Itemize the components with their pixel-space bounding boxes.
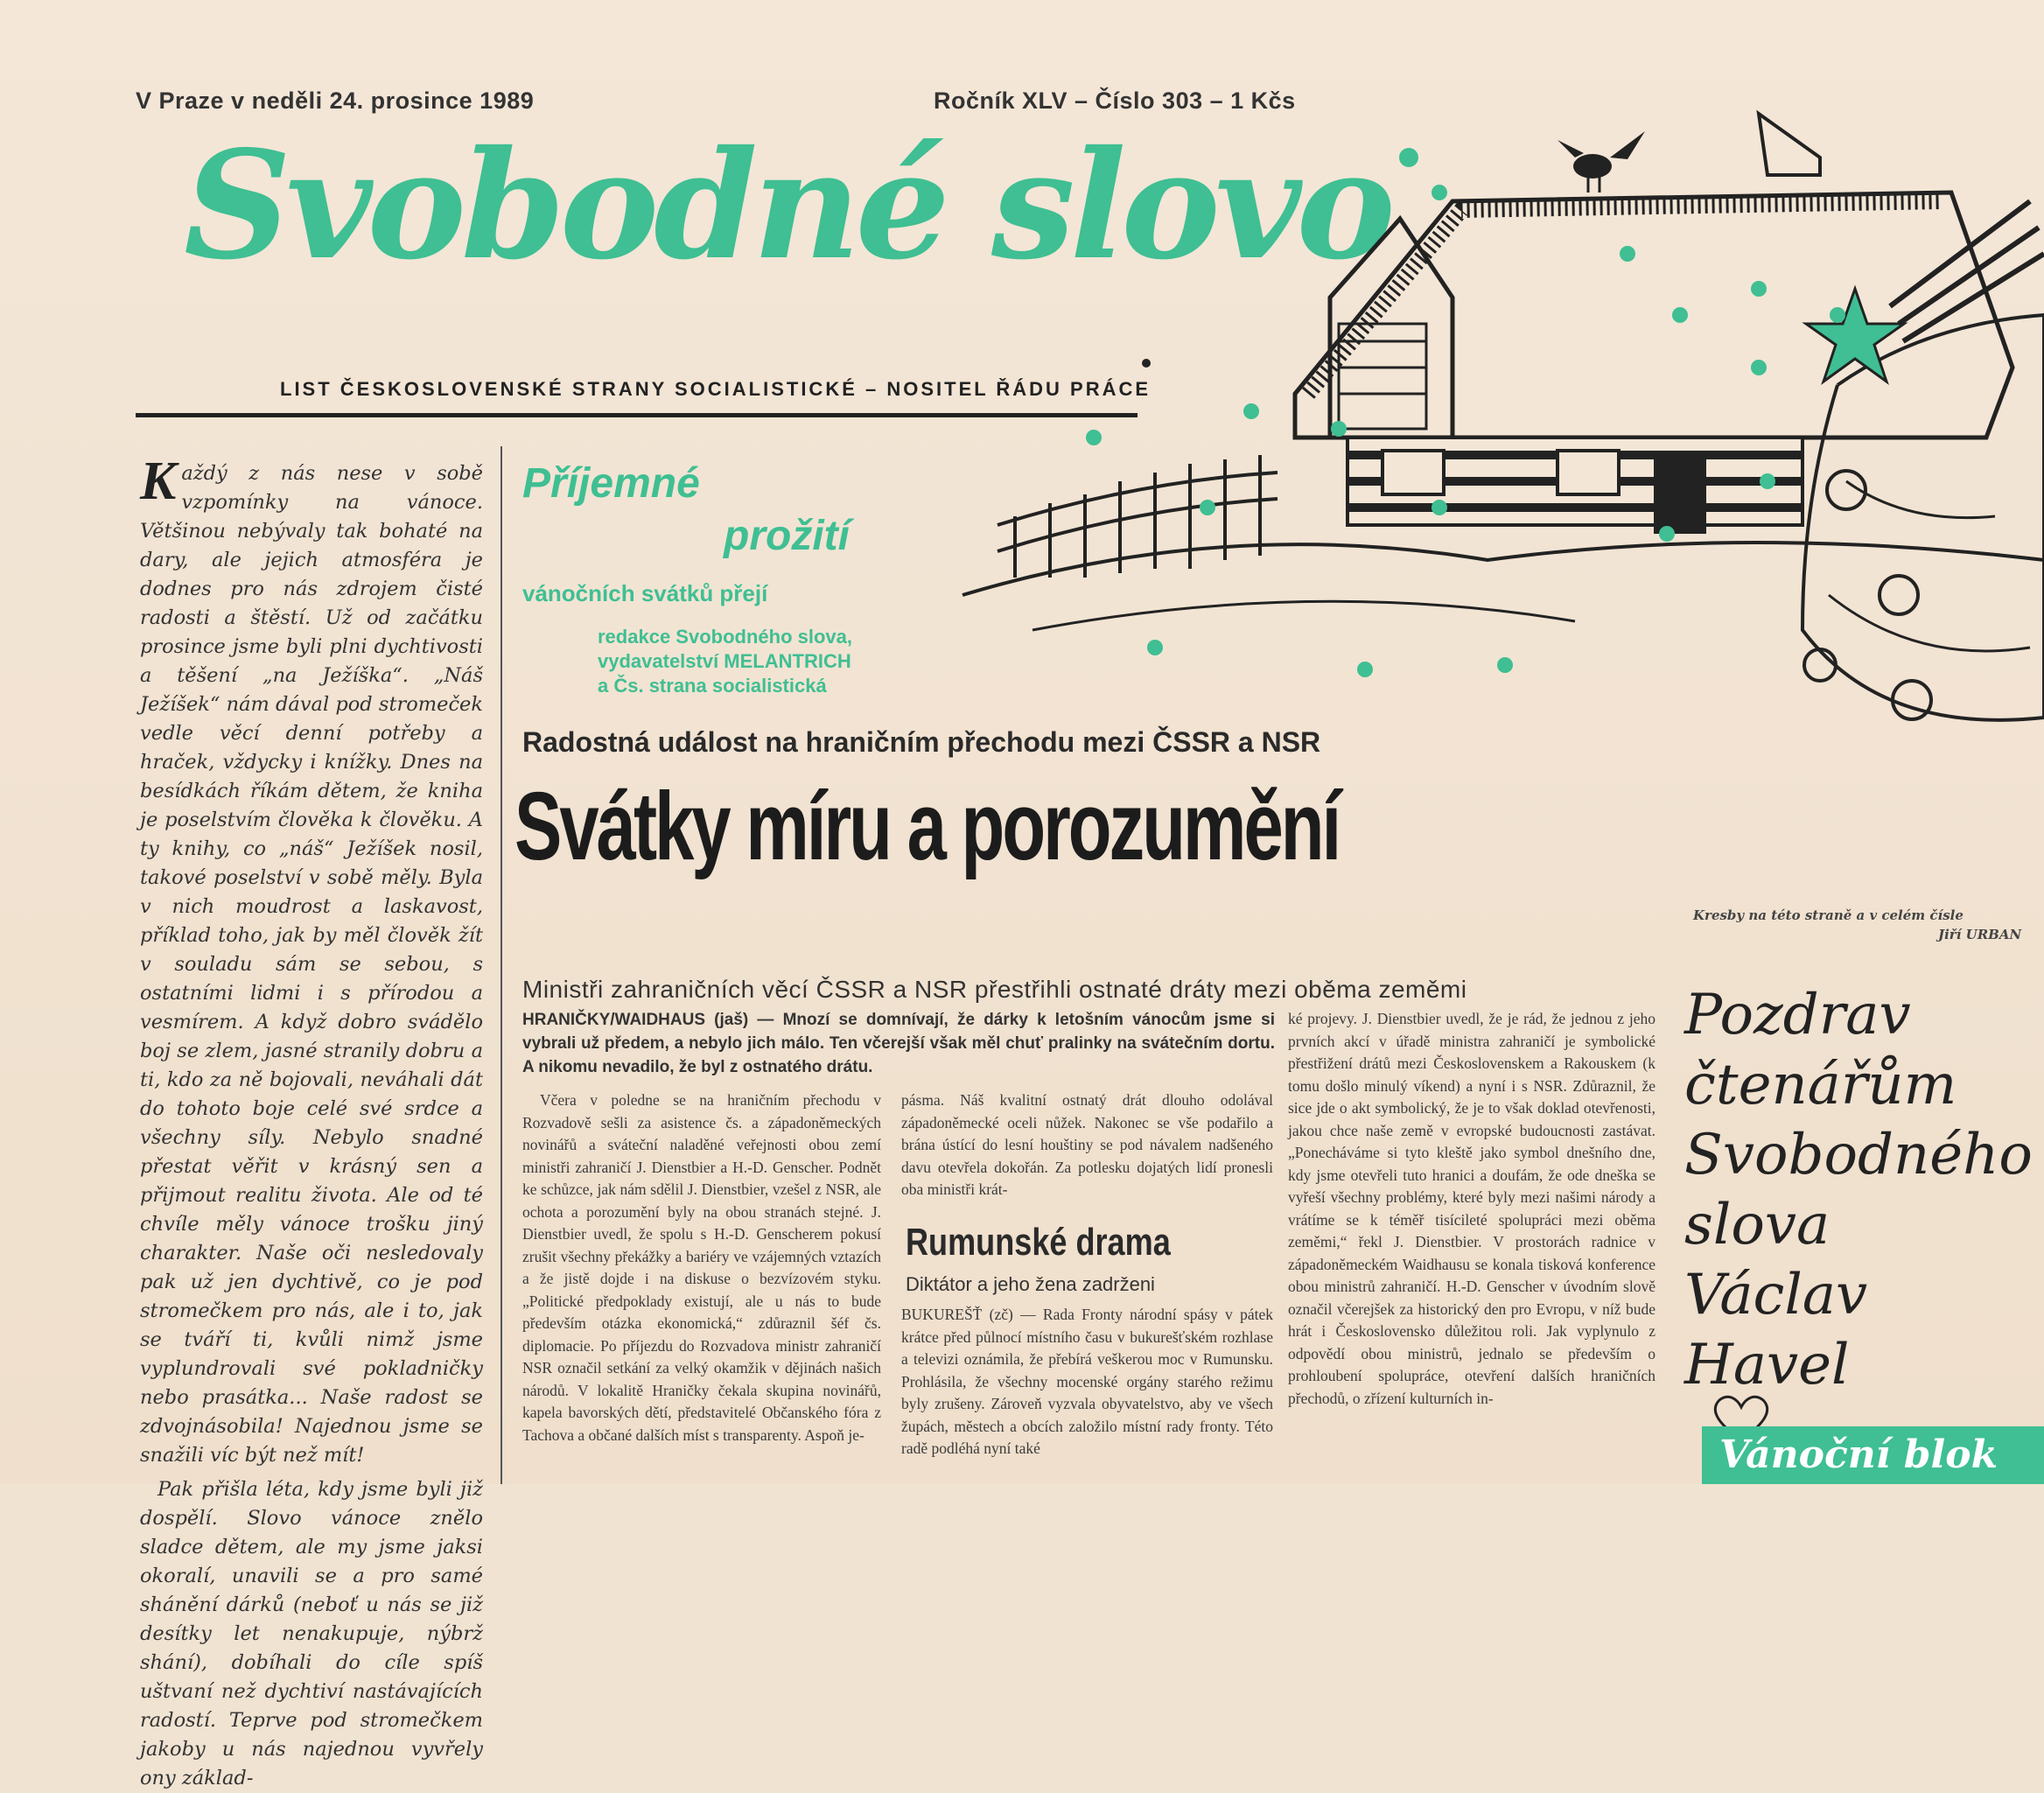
- main-story-column-3: ké projevy. J. Dienstbier uvedl, že je rád, že jednou z jeho prvních akcí v úřadě ministra zahraničí je symbolické přestřižení drátů mezi Československem a Rakouskem (k tomu došlo minulý víkend) a nyní i s NSR. Zdůraznil, že sice jde o akt symbolický, že je to však doklad otevřenosti, jakou chce naše země v evropské budoucnosti zastávat. „Ponecháváme si tyto kleště jako symbol dnešního dne, kdy jsme otevřeli tuto hranici a doufám, že ode dneška se vyřeší všechny problémy, které byly mezi našimi národy a vrátíme se k téměř tisícileté spolupráci mezi oběma zeměmi,“ řekl J. Dienstbier. V prostorách radnice v západoněmeckém Waidhausu se konala tisková konference obou ministrů zahraničí. H.-D. Genscher v úvodním slově označil včerejšek za historický den pro Evropu, v níž bude hrát i Československo důležitou roli. Jak vyplynulo z odpovědí obou ministrů, jednalo se především o prohloubení spolupráce, otevření dalších hraničních přechodů, o zřízení kulturních in-: [1288, 1010, 1656, 1407]
- second-story-subtitle: Diktátor a jeho žena zadrženi: [906, 1273, 1155, 1295]
- illustration-caption-2: Jiří URBAN: [1938, 927, 2022, 942]
- illustration-caption-1: Kresby na této straně a v celém čísle: [1693, 907, 1964, 923]
- handwriting-line: Havel: [1684, 1333, 1850, 1397]
- greeting-line-6: a Čs. strana socialistická: [598, 675, 827, 697]
- main-story-headline: Svátky míru a porozumění: [514, 773, 1340, 880]
- greeting-line-1: Příjemné: [522, 460, 700, 507]
- second-story-text: BUKUREŠŤ (zč) — Rada Fronty národní spásy v pátek krátce před půlnocí místního času v bukurešťském rozhlase a televizi oznámila, že přebírá veškerou moc v Rumunsku. Prohlásila, že všechny mocenské orgány starého režimu byly zrušeny. Zároveň vyzvala obyvatelstvo, aby ve všech župách, městech a obcích založilo místní rady fronty. Této radě podléhá nyní také: [901, 1306, 1273, 1457]
- greeting-line-5: vydavatelství MELANTRICH: [598, 650, 851, 672]
- left-column-paragraph-2: Pak přišla léta, kdy jsme byli již dospělí. Slovo vánoce znělo sladce dětem, ale my jsme jaksi okoralí, unavili se a pro samé shánění dárků (neboť u nás se již desítky let nenakupuje, nýbrž shání), dobíhali do cíle spíš uštvaní než dychtiví nastávajících radostí. Teprve pod stromečkem jakoby u nás najednou vyvřely ony základ-: [140, 1478, 483, 1789]
- main-story-kicker: Radostná událost na hraničním přechodu mezi ČSSR a NSR: [522, 726, 1321, 758]
- main-story-column-2: pásma. Náš kvalitní ostnatý drát dlouho odolával západoněmecké oceli nůžek. Nakonec se vše podařilo a brána ústící do lesní houštiny se pod návalem nadšeného davu otevřela dokořán. Za potlesku dojatých lidí pronesli oba ministři krát-: [901, 1091, 1273, 1198]
- column-divider: [500, 446, 502, 1484]
- main-story-lead: HRANIČKY/WAIDHAUS (jaš) — Mnozí se domnívají, že dárky k letošním vánocům jsme si vybrali už předem, a nebylo jich málo. Ten včerejší však měl chuť pralinky na svátečním dortu. A nikomu nevadilo, že byl z ostnatého drátu.: [522, 1011, 1275, 1076]
- second-story-title: Rumunské drama: [906, 1221, 1171, 1264]
- handwriting-line: Pozdrav: [1684, 983, 1911, 1047]
- handwriting-line: slova: [1684, 1193, 1830, 1257]
- handwritten-dedication: [1684, 980, 2034, 1400]
- handwriting-line: Svobodného: [1684, 1123, 2033, 1187]
- left-column-paragraph-1: aždý z nás nese v sobě vzpomínky na vánoce. Většinou nebývaly tak bohaté na dary, ale jejich atmosféra je dodnes pro nás zdrojem čisté radosti a štěstí. Už od začátku prosince jsme byli plni dychtivosti a těšení „na Ježíška“. „Náš Ježíšek“ nám dával pod stromeček vedle věcí denní potřeby a hraček, vždycky i knížky. Dnes na besídkách říkám dětem, že kniha je poselstvím člověka k člověku. A ty knihy, co „náš“ Ježíšek nosil, takové poselství v sobě měly. Byla v nich moudrost a laskavost, příklad toho, jak by měl člověk žít v souladu sám se sebou, s ostatními lidmi i s přírodou a vesmírem. A když dobro svádělo boj se zlem, jasné stranily dobru a ti, kdo za ně bojovali, neváhali dát do tohoto boje celé své srdce a všechny síly. Nebylo snadné přestat věřit v krásný sen a přijmout realitu života. Ale od té chvíle měly vánoce trošku jiný charakter. Naše oči nesledovaly pak už jen dychtivě, co je pod stromečkem pro nás, ale i to, jak se tváří ti, kvůli nimž jsme vyplundrovali své pokladničky nebo prasátka... Naše radost se zdvojnásobila! Najednou jsme se snažili víc být než mít!: [140, 462, 483, 1467]
- vanocni-blok-badge: Vánoční blok: [1702, 1426, 2044, 1484]
- bird: [1558, 131, 1645, 193]
- handwriting-line: čtenářům: [1684, 1053, 1957, 1117]
- date-line: V Praze v neděli 24. prosince 1989: [136, 88, 535, 114]
- tagline: LIST ČESKOSLOVENSKÉ STRANY SOCIALISTICKÉ – NOSITEL ŘÁDU PRÁCE: [280, 378, 1152, 400]
- greeting-line-3: vánočních svátků přejí: [522, 580, 768, 606]
- left-column-article: [140, 452, 483, 1789]
- greeting-line-4: redakce Svobodného slova,: [598, 626, 852, 648]
- main-story-column-1: Včera v poledne se na hraničním přechodu v Rozvadově sešli za asistence čs. a západoněmeckých novinářů a sváteční naladěné veřejnosti obou zemí ministři zahraničí J. Dienstbier a H.-D. Genscher. Podnět ke schůzce, jak nám sdělil J. Dienstbier, vzešel z NSR, ale ochota a porozumění byly na obou stranách stejné. J. Dienstbier uvedl, že spolu s H.-D. Genscherem pokusí zrušit všechny překážky a bariéry ve vzájemných vztazích a že jistě dojde i na diskuse o bezvízovém styku. „Politické předpoklady existují, ale u nás to bude především otázka ekonomická,“ zdůraznil šéf čs. diplomacie. Po příjezdu do Rozvadova ministr zahraničí NSR označil setkání za velký okamžik v dějinách našich národů. V lokalitě Hraničky čekala skupina novinářů, kapela bavorských dětí, představitelé Občanského fóra z Tachova a občané dalších míst s transparenty. Aspoň je-: [522, 1091, 881, 1444]
- masthead-title: Svobodné slovo: [184, 118, 1390, 293]
- dropcap: K: [140, 452, 177, 511]
- issue-line: Ročník XLV – Číslo 303 – 1 Kčs: [934, 88, 1296, 114]
- greeting-line-2: prožití: [724, 513, 850, 559]
- main-story-deck: Ministři zahraničních věcí ČSSR a NSR přestřihli ostnaté dráty mezi oběma zeměmi: [522, 976, 1467, 1003]
- handwriting-line: Václav: [1684, 1263, 1868, 1327]
- fence: [998, 455, 1278, 578]
